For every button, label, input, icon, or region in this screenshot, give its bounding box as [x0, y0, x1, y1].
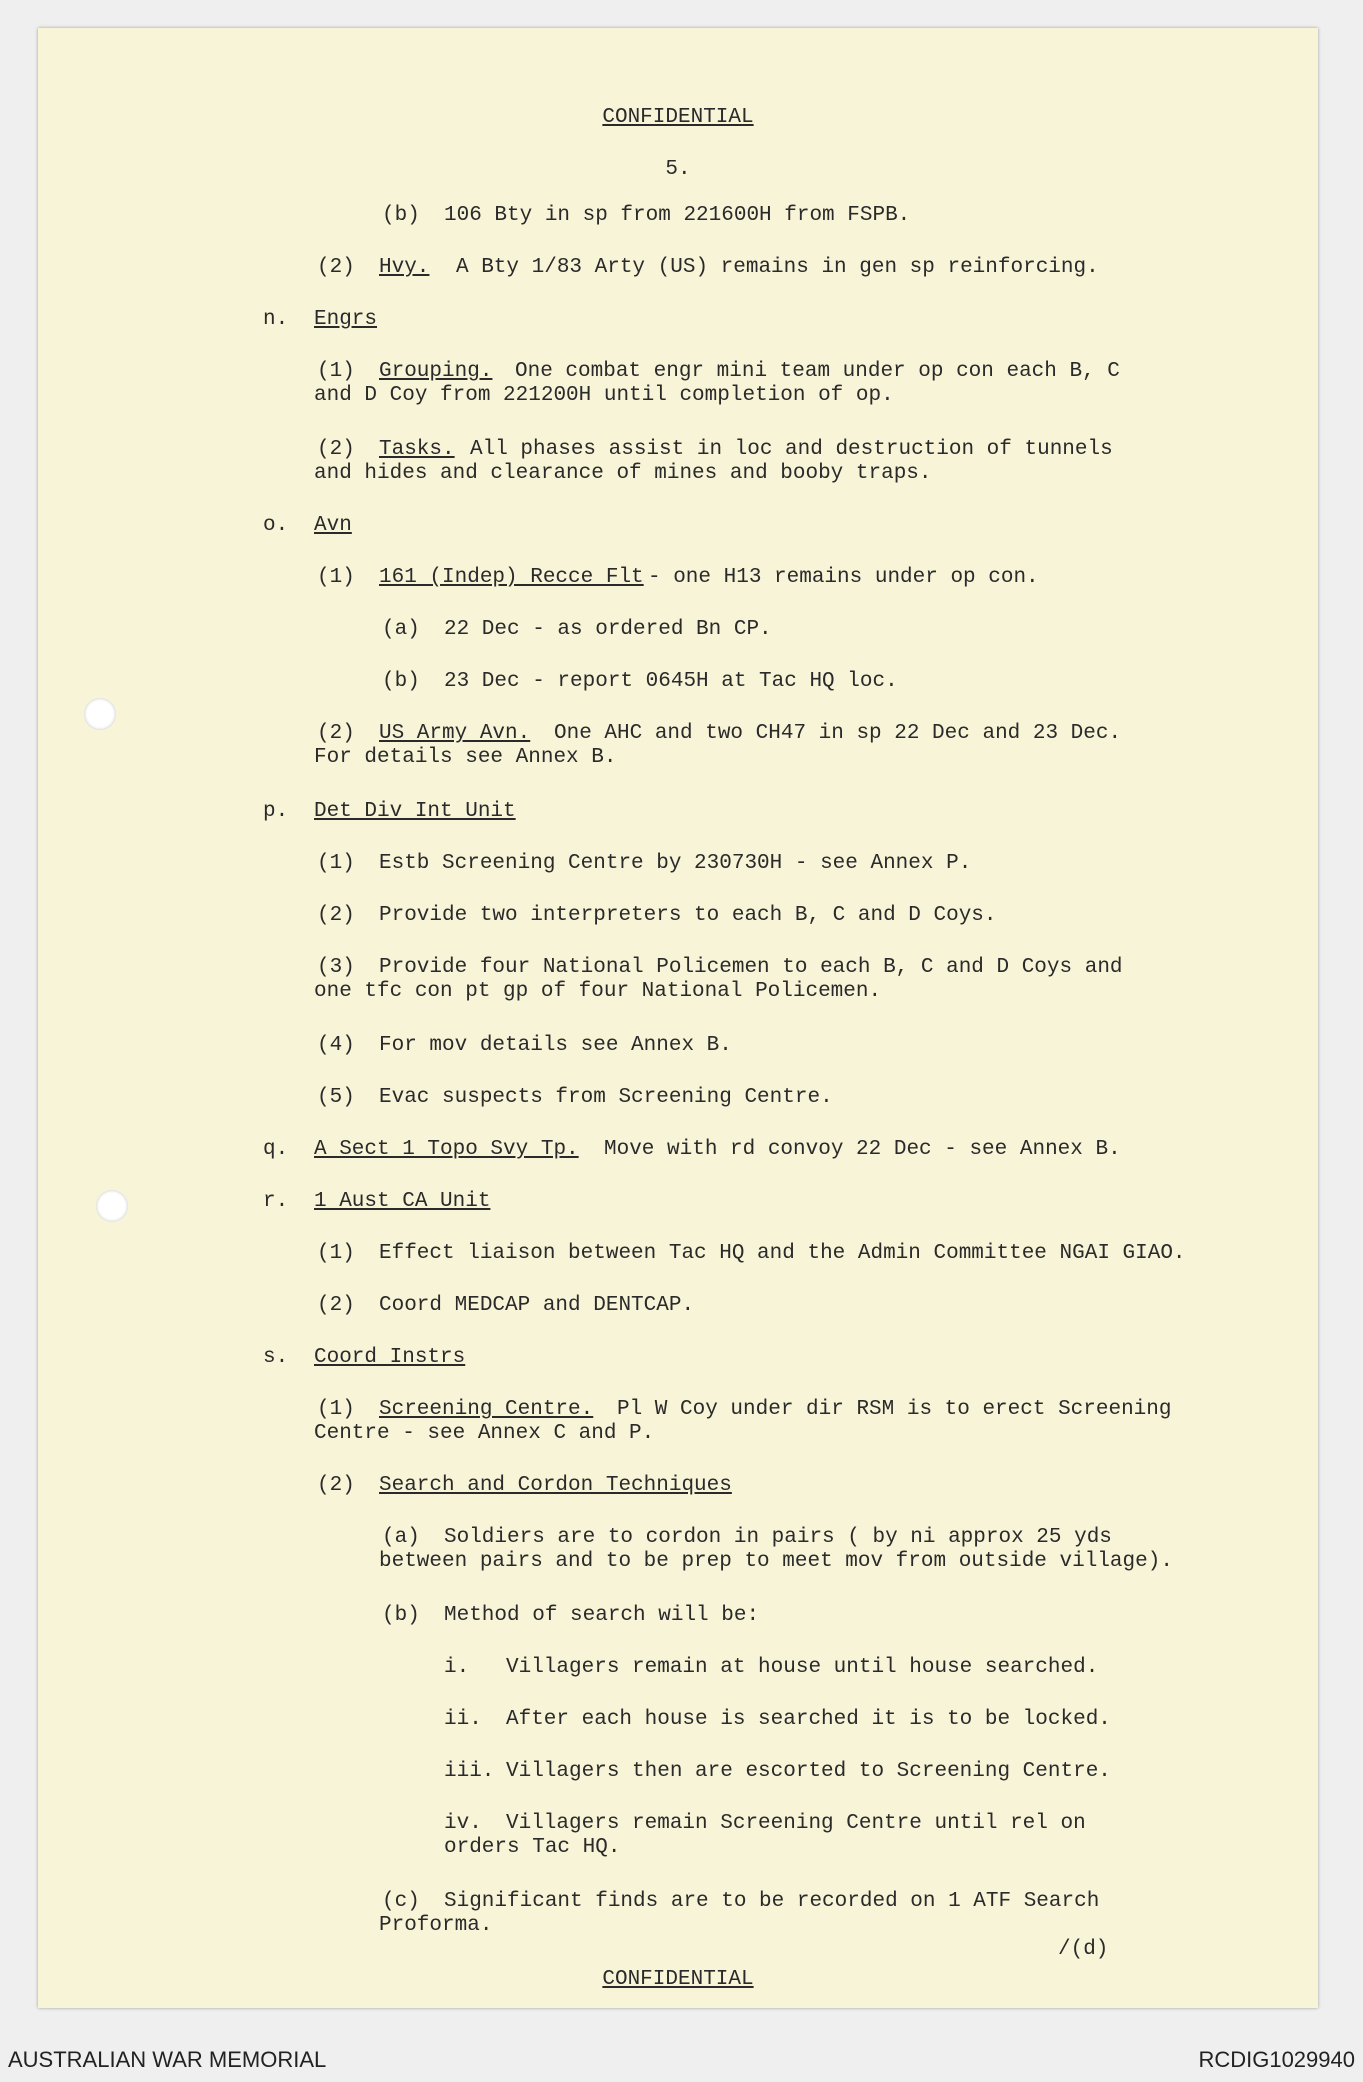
continuation-marker: /(d) — [1058, 1938, 1109, 1961]
item-label: (b) — [382, 670, 420, 693]
item-text: Soldiers are to cordon in pairs ( by ni approx 25 yds — [444, 1526, 1112, 1549]
item-label: (1) — [317, 852, 355, 875]
item-text: A Bty 1/83 Arty (US) remains in gen sp reinforcing. — [456, 256, 1099, 279]
item-text: Villagers then are escorted to Screening Centre. — [506, 1760, 1111, 1783]
section-heading: A Sect 1 Topo Svy Tp. — [314, 1138, 579, 1161]
item-label: (b) — [382, 1604, 420, 1627]
item-label: (2) — [317, 438, 355, 461]
item-label: (1) — [317, 1398, 355, 1421]
item-text: For mov details see Annex B. — [379, 1034, 732, 1057]
item-label: (2) — [317, 256, 355, 279]
item-label: (2) — [317, 904, 355, 927]
item-text: and D Coy from 221200H until completion of op. — [314, 384, 894, 407]
item-text: Villagers remain Screening Centre until rel on — [506, 1812, 1086, 1835]
item-text: one tfc con pt gp of four National Policemen. — [314, 980, 882, 1003]
item-text: 106 Bty in sp from 221600H from FSPB. — [444, 204, 911, 227]
punch-hole-top — [84, 698, 116, 730]
item-label: ii. — [444, 1708, 482, 1731]
item-label: (1) — [317, 360, 355, 383]
document-page — [38, 28, 1318, 2008]
section-label: r. — [263, 1190, 289, 1213]
item-text: One AHC and two CH47 in sp 22 Dec and 23 Dec. — [554, 722, 1122, 745]
item-text: Villagers remain at house until house searched. — [506, 1656, 1099, 1679]
item-text: Method of search will be: — [444, 1604, 760, 1627]
item-label: (4) — [317, 1034, 355, 1057]
item-heading: Grouping. — [379, 360, 493, 383]
item-text: 23 Dec - report 0645H at Tac HQ loc. — [444, 670, 898, 693]
item-text: Provide two interpreters to each B, C and D Coys. — [379, 904, 997, 927]
header-classification: CONFIDENTIAL — [602, 106, 754, 129]
item-heading: US Army Avn. — [379, 722, 531, 745]
item-label: (c) — [382, 1890, 420, 1913]
section-label: n. — [263, 308, 289, 331]
item-text: - one H13 remains under op con. — [648, 566, 1039, 589]
item-text: For details see Annex B. — [314, 746, 617, 769]
item-text: Evac suspects from Screening Centre. — [379, 1086, 833, 1109]
item-heading: Search and Cordon Techniques — [379, 1474, 732, 1497]
section-heading: 1 Aust CA Unit — [314, 1190, 491, 1213]
item-label: (b) — [382, 204, 420, 227]
item-text: One combat engr mini team under op con each B, C — [515, 360, 1120, 383]
item-text: Estb Screening Centre by 230730H - see Annex P. — [379, 852, 972, 875]
archive-id: RCDIG1029940 — [1198, 2047, 1355, 2072]
section-heading: Engrs — [314, 308, 378, 331]
page-number: 5. — [665, 158, 691, 181]
item-heading: 161 (Indep) Recce Flt — [379, 566, 644, 589]
section-heading: Det Div Int Unit — [314, 800, 516, 823]
item-text: orders Tac HQ. — [444, 1836, 621, 1859]
section-label: p. — [263, 800, 289, 823]
item-heading: Screening Centre. — [379, 1398, 594, 1421]
item-label: (a) — [382, 618, 420, 641]
item-label: iii. — [444, 1760, 495, 1783]
item-label: (2) — [317, 722, 355, 745]
item-label: (a) — [382, 1526, 420, 1549]
item-text: Significant finds are to be recorded on 1 ATF Search — [444, 1890, 1100, 1913]
item-label: iv. — [444, 1812, 482, 1835]
item-text: Effect liaison between Tac HQ and the Admin Committee NGAI GIAO. — [379, 1242, 1186, 1265]
item-label: (1) — [317, 1242, 355, 1265]
section-heading: Coord Instrs — [314, 1346, 466, 1369]
item-text: Move with rd convoy 22 Dec - see Annex B. — [604, 1138, 1121, 1161]
item-text: Centre - see Annex C and P. — [314, 1422, 655, 1445]
item-text: Pl W Coy under dir RSM is to erect Screening — [617, 1398, 1172, 1421]
item-text: between pairs and to be prep to meet mov from outside village). — [379, 1550, 1173, 1573]
item-heading: Tasks. — [379, 438, 455, 461]
item-text: 22 Dec - as ordered Bn CP. — [444, 618, 772, 641]
section-label: s. — [263, 1346, 289, 1369]
punch-hole-bottom — [96, 1190, 128, 1222]
item-text: Coord MEDCAP and DENTCAP. — [379, 1294, 695, 1317]
item-label: (2) — [317, 1294, 355, 1317]
item-label: i. — [444, 1656, 470, 1679]
item-heading: Hvy. — [379, 256, 430, 279]
item-label: (5) — [317, 1086, 355, 1109]
item-text: All phases assist in loc and destruction of tunnels — [470, 438, 1113, 461]
footer-classification: CONFIDENTIAL — [602, 1968, 754, 1991]
section-label: o. — [263, 514, 289, 537]
section-heading: Avn — [314, 514, 352, 537]
item-label: (2) — [317, 1474, 355, 1497]
item-text: Provide four National Policemen to each B, C and D Coys and — [379, 956, 1123, 979]
item-text: Proforma. — [379, 1914, 493, 1937]
item-text: After each house is searched it is to be locked. — [506, 1708, 1111, 1731]
section-label: q. — [263, 1138, 289, 1161]
item-label: (1) — [317, 566, 355, 589]
item-label: (3) — [317, 956, 355, 979]
item-text: and hides and clearance of mines and booby traps. — [314, 462, 932, 485]
archive-credit: AUSTRALIAN WAR MEMORIAL — [8, 2047, 327, 2072]
